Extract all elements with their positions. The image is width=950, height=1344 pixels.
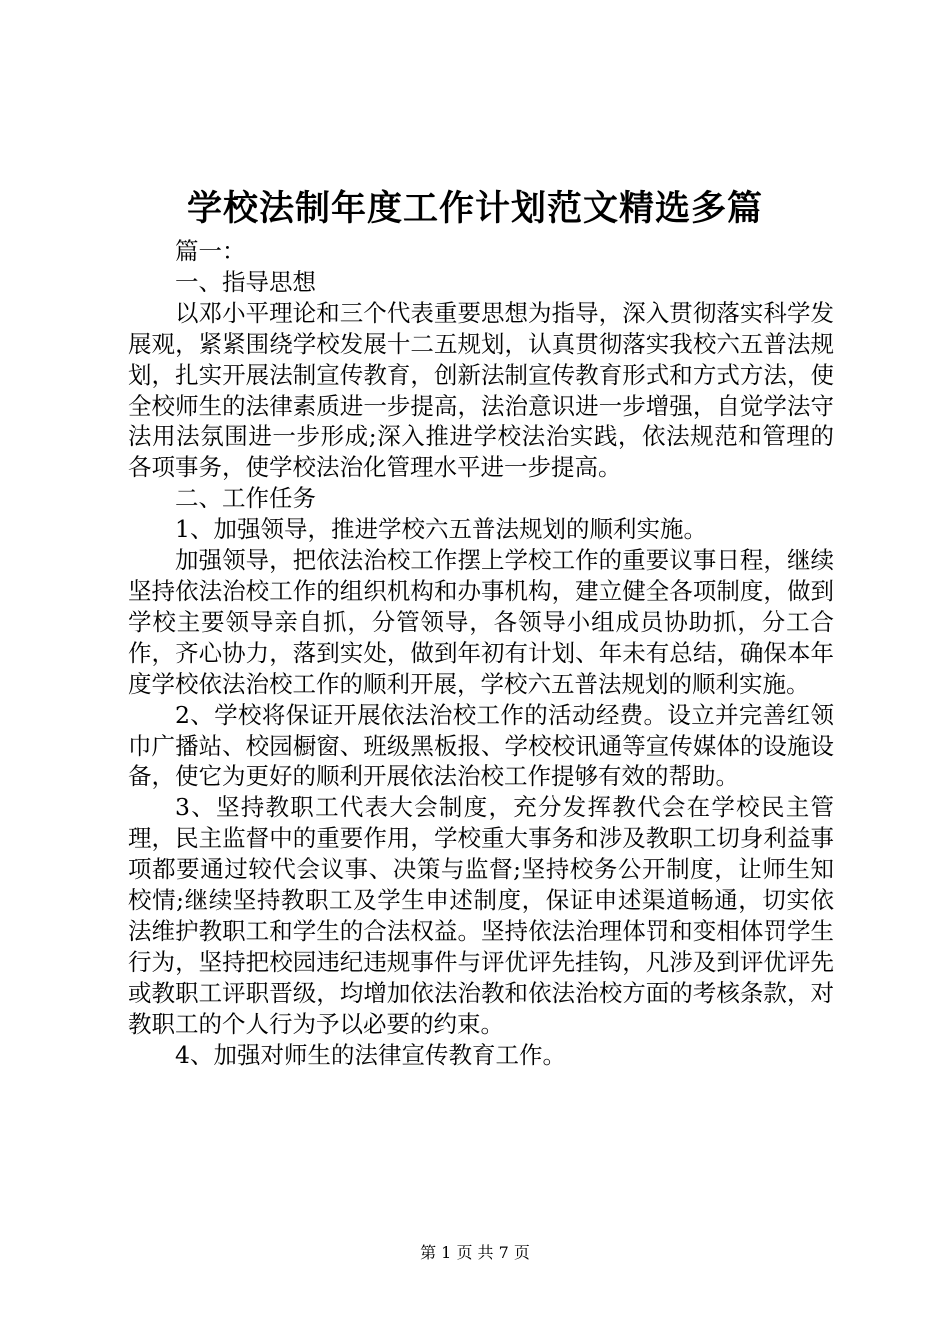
document-body <box>128 236 834 1070</box>
task-item-4-title: 4、加强对师生的法律宣传教育工作。 <box>175 1040 566 1069</box>
paragraph-guiding-thought: 以邓小平理论和三个代表重要思想为指导，深入贯彻落实科学发展观，紧紧围绕学校发展十二五规划，认真贯彻落实我校六五普法规划，扎实开展法制宣传教育，创新法制宣传教育形式和方式方法，使全校师生的法律素质进一步提高，法治意识进一步增强，自觉学法守法用法氛围进一步形成;深入推进学校法治实践，依法规范和管理的各项事务，使学校法治化管理水平进一步提高。 <box>128 298 834 482</box>
task-item-3: 3、坚持教职工代表大会制度，充分发挥教代会在学校民主管理，民主监督中的重要作用，学校重大事务和涉及教职工切身利益事项都要通过较代会议事、决策与监督;坚持校务公开制度，让师生知校情;继续坚持教职工及学生申述制度，保证申述渠道畅通，切实依法维护教职工和学生的合法权益。坚持依法治理体罚和变相体罚学生行为，坚持把校园违纪违规事件与评优评先挂钩，凡涉及到评优评先或教职工评职晋级，均增加依法治教和依法治校方面的考核条款，对教职工的个人行为予以必要的约束。 <box>128 793 834 1038</box>
task-item-1-title: 1、加强领导，推进学校六五普法规划的顺利实施。 <box>175 515 707 544</box>
task-item-2: 2、学校将保证开展依法治校工作的活动经费。设立并完善红领巾广播站、校园橱窗、班级黑板报、学校校讯通等宣传媒体的设施设备，使它为更好的顺利开展依法治校工作提够有效的帮助。 <box>128 700 834 791</box>
section-label-part-one: 篇一： <box>175 237 246 265</box>
heading-guiding-thought: 一、指导思想 <box>175 267 316 296</box>
page-footer: 第 1 页 共 7 页 <box>420 1243 530 1262</box>
task-item-1-body: 加强领导，把依法治校工作摆上学校工作的重要议事日程，继续坚持依法治校工作的组织机构和办事机构，建立健全各项制度，做到学校主要领导亲自抓，分管领导，各领导小组成员协助抓，分工合作，齐心协力，落到实处，做到年初有计划、年未有总结，确保本年度学校依法治校工作的顺利开展，学校六五普法规划的顺利实施。 <box>128 546 834 698</box>
document-title: 学校法制年度工作计划范文精选多篇 <box>186 188 763 229</box>
heading-work-tasks: 二、工作任务 <box>175 484 316 513</box>
